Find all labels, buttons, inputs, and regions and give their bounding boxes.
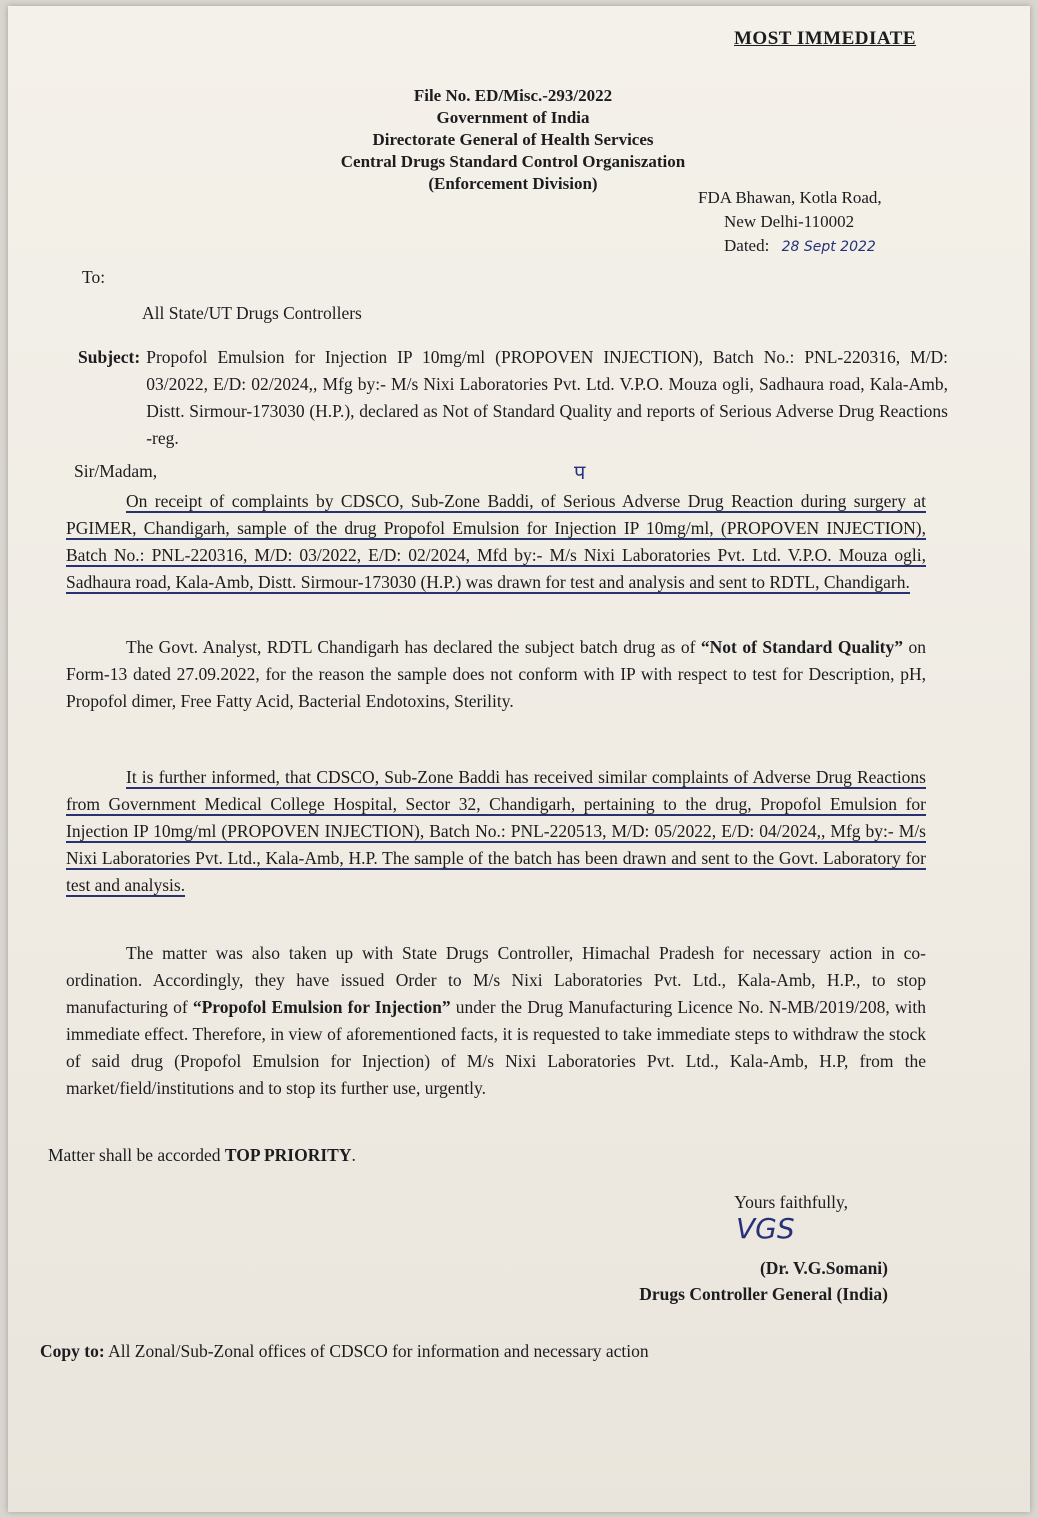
paragraph-2: [66, 634, 926, 715]
file-number: File No. ED/Misc.-293/2022: [413, 86, 613, 105]
paragraph-3: [66, 764, 926, 899]
subject-block: [78, 344, 948, 452]
copy-to-text: All Zonal/Sub-Zonal offices of CDSCO for information and necessary action: [104, 1341, 649, 1361]
copy-to-label: Copy to:: [40, 1341, 105, 1361]
paragraph-1-text: On receipt of complaints by CDSCO, Sub-Zone Baddi, of Serious Adverse Drug Reaction during surgery at PGIMER, Chandigarh, sample of the drug Propofol Emulsion for Injection IP 10mg/ml, (PROPOVEN INJECTION), Batch No.: PNL-220316, M/D: 03/2022, E/D: 02/2024, Mfd by:- M/s Nixi Laboratories Pvt. Ltd. V.P.O. Mouza ogli, Sadhaura road, Kala-Amb, Distt. Sirmour-173030 (H.P.) was drawn for test and analysis and sent to RDTL, Chandigarh.: [66, 491, 926, 592]
salutation: Sir/Madam,: [74, 461, 158, 481]
date-line: [724, 236, 876, 256]
address-line-1: FDA Bhawan, Kotla Road,: [698, 188, 882, 207]
recipient: All State/UT Drugs Controllers: [142, 303, 362, 323]
dated-label: Dated:: [724, 236, 770, 255]
letter-page: [8, 6, 1030, 1512]
subject-label: Subject:: [78, 347, 141, 367]
paragraph-2-bold: “Not of Standard Quality”: [700, 637, 904, 657]
signatory-name: [568, 1258, 888, 1279]
subject-text: Propofol Emulsion for Injection IP 10mg/ml (PROPOVEN INJECTION), Batch No.: PNL-220316, M/D: 03/2022, E/D: 02/2024,, Mfg by:- M/s Nixi Laboratories Pvt. Ltd. V.P.O. Mouza ogli, Sadhaura road, Kala-Amb, Distt. Sirmour-173030 (H.P.), declared as Not of Standard Quality and reports of Serious Adverse Drug Reactions -reg.: [146, 347, 948, 448]
priority-stamp: MOST IMMEDIATE: [734, 28, 917, 49]
paragraph-3-text: It is further informed, that CDSCO, Sub-Zone Baddi has received similar complaints of Adverse Drug Reactions from Government Medical College Hospital, Sector 32, Chandigarh, pertaining to the drug, Propofol Emulsion for Injection IP 10mg/ml (PROPOVEN INJECTION), Batch No.: PNL-220513, M/D: 05/2022, E/D: 04/2024,, Mfg by:- M/s Nixi Laboratories Pvt. Ltd., Kala-Amb, H.P. The sample of the batch has been drawn and sent to the Govt. Laboratory for test and analysis.: [66, 767, 926, 895]
paragraph-2-post: on Form-13 dated 27.09.2022, for the reason the sample does not conform with IP with respect to test for Description, pH, Propofol dimer, Free Fatty Acid, Bacterial Endotoxins, Sterility.: [66, 637, 926, 711]
margin-mark: प: [574, 460, 586, 484]
to-label: To:: [82, 267, 106, 287]
header-line-4: (Enforcement Division): [428, 174, 598, 193]
paragraph-4-bold: “Propofol Emulsion for Injection”: [192, 997, 451, 1017]
header-line-2: Directorate General of Health Services: [372, 130, 654, 149]
paragraph-1: [66, 488, 926, 596]
signatory-title-text: Drugs Controller General (India): [639, 1284, 888, 1304]
paragraph-4-post: under the Drug Manufacturing Licence No. N-MB/2019/208, with immediate effect. Therefore, in view of aforementioned facts, it is requested to take immediate steps to withdraw the stock of said drug (Propofol Emulsion for Injection) of M/s Nixi Laboratories Pvt. Ltd., Kala-Amb, H.P, from the market/field/institutions and to stop its further use, urgently.: [66, 997, 927, 1098]
signature-mark: VGS: [736, 1212, 795, 1245]
paragraph-2-pre: The Govt. Analyst, RDTL Chandigarh has declared the subject batch drug as of: [126, 637, 701, 657]
paragraph-4: [66, 940, 926, 1102]
signatory-title: [568, 1284, 888, 1305]
priority-note-bold: TOP PRIORITY: [224, 1145, 352, 1165]
signatory-name-text: (Dr. V.G.Somani): [759, 1258, 888, 1278]
address-line-2: New Delhi-110002: [724, 212, 855, 231]
handwritten-date: 28 Sept 2022: [781, 239, 876, 255]
priority-note-post: .: [351, 1145, 356, 1165]
copy-to: [40, 1338, 649, 1365]
paragraph-4-pre: The matter was also taken up with State Drugs Controller, Himachal Pradesh for necessary action in co-ordination. Accordingly, they have issued Order to M/s Nixi Laboratories Pvt. Ltd., Kala-Amb, H.P., to stop manufacturing of: [66, 943, 926, 1017]
priority-note: [48, 1142, 356, 1169]
header-line-1: Government of India: [436, 108, 590, 127]
closing: Yours faithfully,: [734, 1192, 848, 1212]
header-line-3: Central Drugs Standard Control Organiszation: [340, 152, 686, 171]
priority-note-pre: Matter shall be accorded: [48, 1145, 225, 1165]
